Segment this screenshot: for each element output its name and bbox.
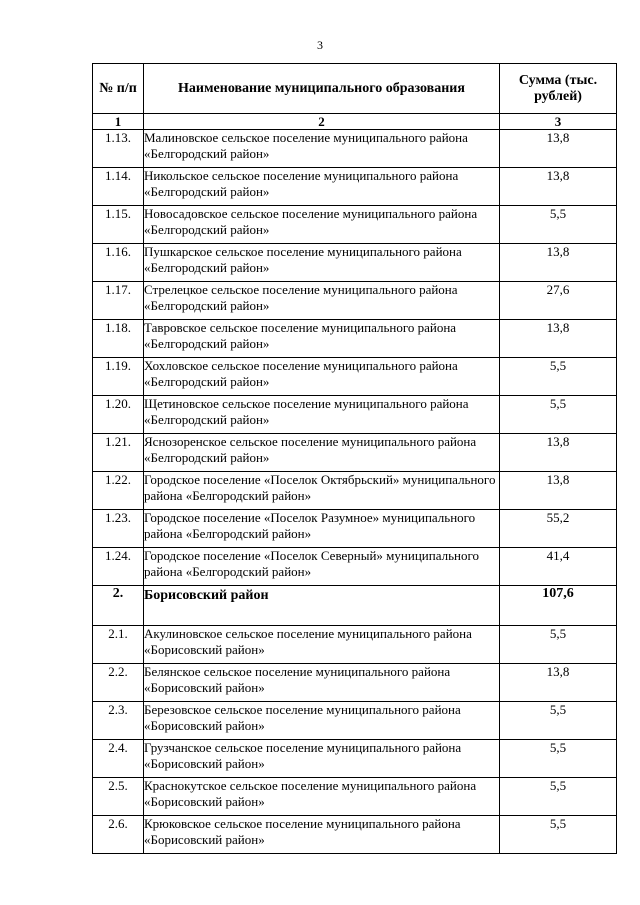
header-number: № п/п — [93, 64, 144, 114]
table-row — [93, 778, 617, 816]
table-row — [93, 130, 617, 168]
row-number: 1.19. — [93, 358, 144, 396]
table-row — [93, 626, 617, 664]
header-sum: Сумма (тыс. рублей) — [500, 64, 617, 114]
column-number-row — [93, 114, 617, 130]
municipality-name: Малиновское сельское поселение муниципального района «Белгородский район» — [144, 130, 500, 168]
municipality-name: Крюковское сельское поселение муниципального района «Борисовский район» — [144, 816, 500, 854]
municipality-name: Березовское сельское поселение муниципального района «Борисовский район» — [144, 702, 500, 740]
municipality-name: Хохловское сельское поселение муниципального района «Белгородский район» — [144, 358, 500, 396]
amount: 5,5 — [500, 816, 617, 854]
amount: 5,5 — [500, 778, 617, 816]
table-row — [93, 472, 617, 510]
municipality-name: Никольское сельское поселение муниципального района «Белгородский район» — [144, 168, 500, 206]
row-number: 1.23. — [93, 510, 144, 548]
amount: 5,5 — [500, 626, 617, 664]
amount: 13,8 — [500, 130, 617, 168]
allocation-table — [92, 63, 617, 854]
municipality-name: Грузчанское сельское поселение муниципального района «Борисовский район» — [144, 740, 500, 778]
amount: 41,4 — [500, 548, 617, 586]
amount: 27,6 — [500, 282, 617, 320]
row-number: 1.24. — [93, 548, 144, 586]
municipality-name: Щетиновское сельское поселение муниципального района «Белгородский район» — [144, 396, 500, 434]
row-number: 1.17. — [93, 282, 144, 320]
row-number: 2.3. — [93, 702, 144, 740]
row-number: 2.2. — [93, 664, 144, 702]
row-number: 1.21. — [93, 434, 144, 472]
table-row — [93, 282, 617, 320]
municipality-name: Белянское сельское поселение муниципального района «Борисовский район» — [144, 664, 500, 702]
column-number: 1 — [93, 114, 144, 130]
municipality-name: Акулиновское сельское поселение муниципального района «Борисовский район» — [144, 626, 500, 664]
row-number: 1.18. — [93, 320, 144, 358]
municipality-name: Борисовский район — [144, 586, 500, 626]
municipality-name: Городское поселение «Поселок Северный» муниципального района «Белгородский район» — [144, 548, 500, 586]
amount: 13,8 — [500, 168, 617, 206]
page-number: 3 — [317, 38, 323, 52]
row-number: 1.16. — [93, 244, 144, 282]
row-number: 2. — [93, 586, 144, 626]
municipality-name: Тавровское сельское поселение муниципального района «Белгородский район» — [144, 320, 500, 358]
table-row — [93, 358, 617, 396]
table-row — [93, 740, 617, 778]
table-row — [93, 548, 617, 586]
table-header-row — [93, 64, 617, 114]
table-row — [93, 434, 617, 472]
amount: 13,8 — [500, 664, 617, 702]
municipality-name: Краснокутское сельское поселение муниципального района «Борисовский район» — [144, 778, 500, 816]
municipality-name: Городское поселение «Поселок Октябрьский» муниципального района «Белгородский район» — [144, 472, 500, 510]
table-row — [93, 206, 617, 244]
municipality-name: Городское поселение «Поселок Разумное» муниципального района «Белгородский район» — [144, 510, 500, 548]
column-number: 2 — [144, 114, 500, 130]
row-number: 1.14. — [93, 168, 144, 206]
amount: 13,8 — [500, 244, 617, 282]
municipality-name: Яснозоренское сельское поселение муниципального района «Белгородский район» — [144, 434, 500, 472]
table-row — [93, 702, 617, 740]
row-number: 1.15. — [93, 206, 144, 244]
row-number: 1.13. — [93, 130, 144, 168]
amount: 13,8 — [500, 434, 617, 472]
amount: 107,6 — [500, 586, 617, 626]
row-number: 2.4. — [93, 740, 144, 778]
amount: 5,5 — [500, 396, 617, 434]
table-body — [93, 130, 617, 854]
municipality-name: Пушкарское сельское поселение муниципального района «Белгородский район» — [144, 244, 500, 282]
amount: 5,5 — [500, 206, 617, 244]
row-number: 1.22. — [93, 472, 144, 510]
amount: 5,5 — [500, 740, 617, 778]
table-row — [93, 510, 617, 548]
row-number: 2.6. — [93, 816, 144, 854]
amount: 13,8 — [500, 472, 617, 510]
amount: 5,5 — [500, 358, 617, 396]
table-row — [93, 664, 617, 702]
table-row — [93, 396, 617, 434]
amount: 5,5 — [500, 702, 617, 740]
table-row — [93, 244, 617, 282]
amount: 13,8 — [500, 320, 617, 358]
amount: 55,2 — [500, 510, 617, 548]
header-name: Наименование муниципального образования — [144, 64, 500, 114]
row-number: 2.1. — [93, 626, 144, 664]
table-row — [93, 816, 617, 854]
table-row — [93, 168, 617, 206]
district-row — [93, 586, 617, 626]
table-row — [93, 320, 617, 358]
municipality-name: Стрелецкое сельское поселение муниципального района «Белгородский район» — [144, 282, 500, 320]
municipality-name: Новосадовское сельское поселение муниципального района «Белгородский район» — [144, 206, 500, 244]
row-number: 2.5. — [93, 778, 144, 816]
row-number: 1.20. — [93, 396, 144, 434]
column-number: 3 — [500, 114, 617, 130]
